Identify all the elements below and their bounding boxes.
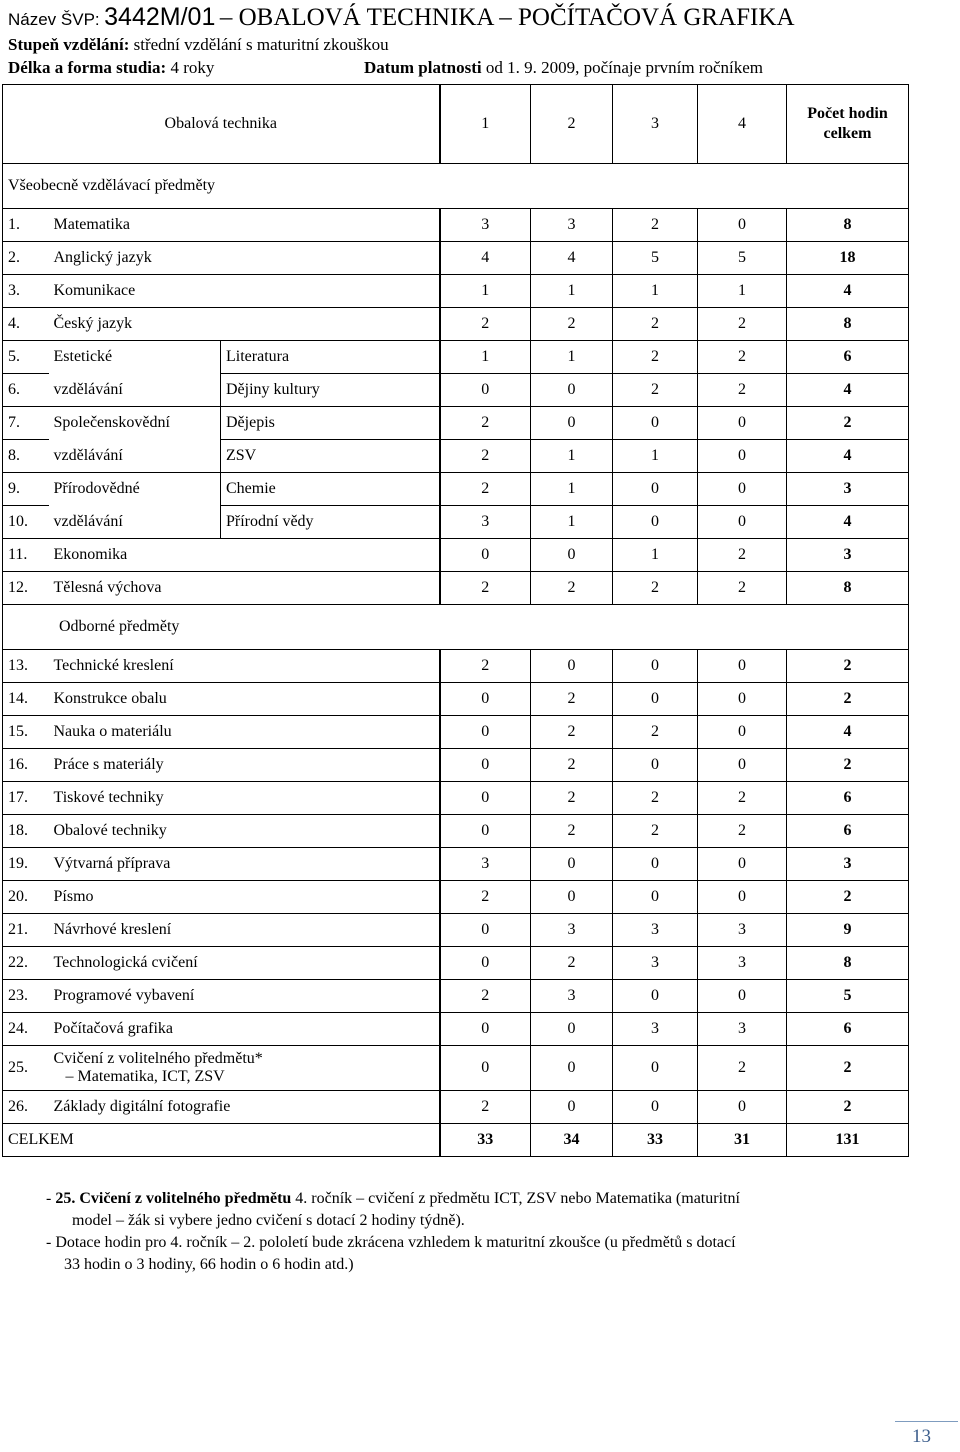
hours-total: 18	[787, 242, 909, 275]
hours-year-3: 0	[613, 473, 698, 506]
hours-year-2: 3	[531, 914, 613, 947]
hours-total: 2	[787, 683, 909, 716]
hours-year-2: 2	[531, 947, 613, 980]
row-number: 15.	[3, 716, 49, 749]
row-number: 12.	[3, 572, 49, 605]
hours-year-2: 2	[531, 308, 613, 341]
total-year-4: 31	[698, 1124, 787, 1157]
hours-total: 6	[787, 815, 909, 848]
hours-year-2: 2	[531, 815, 613, 848]
subject-name: Návrhové kreslení	[49, 914, 440, 947]
hours-year-1: 3	[440, 209, 531, 242]
hours-year-2: 3	[531, 980, 613, 1013]
hours-year-3: 0	[613, 506, 698, 539]
hours-year-1: 0	[440, 1046, 531, 1091]
hours-total: 2	[787, 1046, 909, 1091]
hours-year-1: 0	[440, 716, 531, 749]
hours-year-3: 0	[613, 749, 698, 782]
hours-total: 4	[787, 716, 909, 749]
hours-total: 2	[787, 881, 909, 914]
subject-name: Dějiny kultury	[221, 374, 440, 407]
table-row	[3, 650, 909, 683]
hours-year-4: 2	[698, 374, 787, 407]
level-value: střední vzdělání s maturitní zkouškou	[133, 35, 389, 54]
hours-year-1: 0	[440, 947, 531, 980]
header-year-4: 4	[698, 85, 787, 164]
row-number: 14.	[3, 683, 49, 716]
hours-total: 5	[787, 980, 909, 1013]
hours-total: 8	[787, 308, 909, 341]
hours-year-1: 2	[440, 308, 531, 341]
hours-year-3: 1	[613, 539, 698, 572]
hours-year-3: 5	[613, 242, 698, 275]
subject-name: Chemie	[221, 473, 440, 506]
row-number: 7.	[3, 407, 49, 440]
footnote-1-prefix: -	[46, 1190, 56, 1207]
subject-name: Písmo	[49, 881, 440, 914]
hours-total: 6	[787, 1013, 909, 1046]
hours-year-1: 0	[440, 914, 531, 947]
hours-year-3: 0	[613, 407, 698, 440]
row-number: 25.	[3, 1046, 49, 1091]
table-row	[3, 506, 909, 539]
hours-total: 4	[787, 440, 909, 473]
table-row	[3, 209, 909, 242]
svp-title: – OBALOVÁ TECHNIKA – POČÍTAČOVÁ GRAFIKA	[219, 4, 795, 31]
hours-year-2: 3	[531, 209, 613, 242]
header-year-1: 1	[440, 85, 531, 164]
table-row	[3, 947, 909, 980]
hours-year-3: 2	[613, 341, 698, 374]
hours-year-1: 4	[440, 242, 531, 275]
subject-name: Počítačová grafika	[49, 1013, 440, 1046]
row-number: 24.	[3, 1013, 49, 1046]
hours-year-1: 1	[440, 275, 531, 308]
table-row	[3, 683, 909, 716]
hours-year-4: 0	[698, 716, 787, 749]
group-name: Přírodovědné	[49, 473, 221, 506]
table-row	[3, 440, 909, 473]
hours-year-1: 0	[440, 749, 531, 782]
hours-year-4: 2	[698, 782, 787, 815]
hours-year-4: 0	[698, 506, 787, 539]
footnote-1	[46, 1188, 926, 1210]
hours-year-1: 0	[440, 539, 531, 572]
subject-name: Technologická cvičení	[49, 947, 440, 980]
section-general-row	[3, 164, 909, 209]
hours-total: 6	[787, 782, 909, 815]
subject-name: Konstrukce obalu	[49, 683, 440, 716]
group-name: Estetické	[49, 341, 221, 374]
hours-year-3: 2	[613, 374, 698, 407]
subject-name: Tělesná výchova	[49, 572, 440, 605]
hours-year-1: 2	[440, 473, 531, 506]
svp-code: 3442M/01	[104, 3, 216, 31]
form-label: Délka a forma studia:	[8, 58, 167, 77]
hours-year-3: 3	[613, 947, 698, 980]
header-year-3: 3	[613, 85, 698, 164]
hours-year-1: 0	[440, 815, 531, 848]
hours-year-2: 0	[531, 1091, 613, 1124]
hours-total: 3	[787, 473, 909, 506]
hours-year-1: 2	[440, 980, 531, 1013]
hours-year-4: 0	[698, 683, 787, 716]
hours-year-3: 2	[613, 716, 698, 749]
table-row	[3, 275, 909, 308]
page-number-rule	[895, 1421, 958, 1422]
table-row	[3, 914, 909, 947]
table-row	[3, 1046, 909, 1091]
hours-year-3: 0	[613, 881, 698, 914]
table-row	[3, 881, 909, 914]
subject-name-line2: – Matematika, ICT, ZSV	[65, 1068, 225, 1085]
hours-total: 4	[787, 506, 909, 539]
header-total: Počet hodin celkem	[787, 85, 909, 164]
hours-total: 2	[787, 749, 909, 782]
hours-total: 8	[787, 209, 909, 242]
row-number: 1.	[3, 209, 49, 242]
row-number: 3.	[3, 275, 49, 308]
row-number: 20.	[3, 881, 49, 914]
hours-total: 3	[787, 848, 909, 881]
validity	[364, 58, 763, 78]
row-number: 18.	[3, 815, 49, 848]
hours-year-2: 2	[531, 749, 613, 782]
hours-year-2: 1	[531, 341, 613, 374]
hours-year-3: 3	[613, 1013, 698, 1046]
table-row	[3, 980, 909, 1013]
hours-year-2: 0	[531, 881, 613, 914]
footnote-2-line2: 33 hodin o 3 hodiny, 66 hodin o 6 hodin atd.)	[64, 1256, 354, 1273]
total-label: CELKEM	[3, 1124, 440, 1157]
table-row	[3, 782, 909, 815]
hours-year-2: 0	[531, 407, 613, 440]
total-row	[3, 1124, 909, 1157]
hours-total: 8	[787, 572, 909, 605]
hours-total: 6	[787, 341, 909, 374]
row-number: 17.	[3, 782, 49, 815]
section-professional: Odborné předměty	[3, 605, 909, 650]
table-row	[3, 407, 909, 440]
hours-year-3: 1	[613, 440, 698, 473]
form-value: 4 roky	[170, 58, 215, 77]
hours-year-1: 3	[440, 506, 531, 539]
hours-total: 8	[787, 947, 909, 980]
row-number: 6.	[3, 374, 49, 407]
group-name: vzdělávání	[49, 506, 221, 539]
section-general: Všeobecně vzdělávací předměty	[3, 164, 909, 209]
hours-year-4: 2	[698, 341, 787, 374]
hours-year-4: 0	[698, 209, 787, 242]
hours-year-4: 2	[698, 308, 787, 341]
hours-year-1: 0	[440, 683, 531, 716]
hours-year-4: 3	[698, 1013, 787, 1046]
hours-year-4: 2	[698, 539, 787, 572]
subject-name: Matematika	[49, 209, 440, 242]
subject-name: Technické kreslení	[49, 650, 440, 683]
subject-name: Ekonomika	[49, 539, 440, 572]
subject-name: Základy digitální fotografie	[49, 1091, 440, 1124]
hours-year-1: 0	[440, 374, 531, 407]
hours-year-2: 0	[531, 374, 613, 407]
hours-year-4: 1	[698, 275, 787, 308]
table-row	[3, 815, 909, 848]
footnote-1-line2: model – žák si vybere jedno cvičení s dotací 2 hodiny týdně).	[72, 1212, 465, 1229]
hours-year-4: 0	[698, 440, 787, 473]
row-number: 9.	[3, 473, 49, 506]
subject-name: Tiskové techniky	[49, 782, 440, 815]
table-row	[3, 1013, 909, 1046]
row-number: 8.	[3, 440, 49, 473]
hours-year-2: 1	[531, 473, 613, 506]
level-line	[8, 35, 389, 55]
hours-year-2: 0	[531, 1046, 613, 1091]
subject-name	[49, 1046, 440, 1091]
total-year-3: 33	[613, 1124, 698, 1157]
hours-year-4: 0	[698, 473, 787, 506]
form-line	[8, 58, 763, 78]
hours-year-4: 0	[698, 1091, 787, 1124]
table-header-row	[3, 85, 909, 164]
hours-year-3: 0	[613, 1091, 698, 1124]
hours-year-4: 0	[698, 980, 787, 1013]
grand-total: 131	[787, 1124, 909, 1157]
hours-year-1: 3	[440, 848, 531, 881]
total-year-1: 33	[440, 1124, 531, 1157]
hours-year-1: 1	[440, 341, 531, 374]
table-row	[3, 1091, 909, 1124]
hours-year-2: 2	[531, 683, 613, 716]
header-subject: Obalová technika	[3, 85, 440, 164]
curriculum-table-body	[3, 85, 909, 1157]
table-row	[3, 749, 909, 782]
footnote-1-bold: 25. Cvičení z volitelného předmětu	[55, 1190, 292, 1207]
row-number: 4.	[3, 308, 49, 341]
validity-value: od 1. 9. 2009, počínaje prvním ročníkem	[485, 58, 763, 77]
hours-year-1: 2	[440, 881, 531, 914]
table-row	[3, 242, 909, 275]
footnotes	[46, 1188, 926, 1276]
table-row	[3, 539, 909, 572]
svp-name-line	[8, 3, 795, 32]
hours-year-1: 2	[440, 650, 531, 683]
hours-year-1: 0	[440, 782, 531, 815]
hours-year-4: 3	[698, 914, 787, 947]
hours-year-1: 2	[440, 407, 531, 440]
validity-label: Datum platnosti	[364, 58, 482, 77]
table-row	[3, 848, 909, 881]
subject-name: Komunikace	[49, 275, 440, 308]
hours-total: 2	[787, 1091, 909, 1124]
hours-total: 4	[787, 275, 909, 308]
row-number: 16.	[3, 749, 49, 782]
hours-year-3: 0	[613, 848, 698, 881]
hours-year-4: 0	[698, 749, 787, 782]
subject-name: Český jazyk	[49, 308, 440, 341]
hours-year-3: 2	[613, 308, 698, 341]
hours-year-2: 0	[531, 1013, 613, 1046]
hours-year-1: 0	[440, 1013, 531, 1046]
hours-year-2: 1	[531, 275, 613, 308]
subject-name: Nauka o materiálu	[49, 716, 440, 749]
footnote-2: - Dotace hodin pro 4. ročník – 2. pololetí bude zkrácena vzhledem k maturitní zkoušce (u předmětů s dotací	[46, 1234, 736, 1251]
hours-year-2: 1	[531, 440, 613, 473]
subject-name: Práce s materiály	[49, 749, 440, 782]
hours-year-4: 5	[698, 242, 787, 275]
subject-name: Literatura	[221, 341, 440, 374]
subject-name: ZSV	[221, 440, 440, 473]
group-name: Společenskovědní	[49, 407, 221, 440]
subject-name: Anglický jazyk	[49, 242, 440, 275]
table-row	[3, 374, 909, 407]
subject-name: Obalové techniky	[49, 815, 440, 848]
hours-year-2: 0	[531, 539, 613, 572]
row-number: 23.	[3, 980, 49, 1013]
hours-year-3: 0	[613, 1046, 698, 1091]
row-number: 21.	[3, 914, 49, 947]
hours-total: 2	[787, 650, 909, 683]
group-name: vzdělávání	[49, 440, 221, 473]
hours-year-4: 2	[698, 815, 787, 848]
hours-year-4: 0	[698, 881, 787, 914]
header-year-2: 2	[531, 85, 613, 164]
table-row	[3, 716, 909, 749]
hours-year-2: 1	[531, 506, 613, 539]
table-row	[3, 341, 909, 374]
row-number: 11.	[3, 539, 49, 572]
hours-year-3: 0	[613, 683, 698, 716]
svp-name-label: Název ŠVP:	[8, 10, 100, 29]
row-number: 5.	[3, 341, 49, 374]
row-number: 19.	[3, 848, 49, 881]
hours-year-2: 2	[531, 572, 613, 605]
hours-year-2: 2	[531, 716, 613, 749]
hours-year-4: 3	[698, 947, 787, 980]
row-number: 26.	[3, 1091, 49, 1124]
hours-year-4: 0	[698, 650, 787, 683]
footnote-1-text: 4. ročník – cvičení z předmětu ICT, ZSV nebo Matematika (maturitní	[291, 1190, 740, 1207]
subject-name: Programové vybavení	[49, 980, 440, 1013]
section-professional-row	[3, 605, 909, 650]
page-number: 13	[912, 1426, 931, 1447]
hours-year-3: 2	[613, 572, 698, 605]
hours-year-4: 0	[698, 407, 787, 440]
hours-year-4: 0	[698, 848, 787, 881]
total-year-2: 34	[531, 1124, 613, 1157]
hours-year-3: 1	[613, 275, 698, 308]
table-row	[3, 473, 909, 506]
hours-year-3: 2	[613, 815, 698, 848]
table-row	[3, 308, 909, 341]
hours-year-3: 2	[613, 209, 698, 242]
hours-year-4: 2	[698, 1046, 787, 1091]
row-number: 10.	[3, 506, 49, 539]
row-number: 2.	[3, 242, 49, 275]
hours-total: 2	[787, 407, 909, 440]
subject-name-line1: Cvičení z volitelného předmětu*	[53, 1050, 263, 1067]
hours-year-3: 0	[613, 980, 698, 1013]
hours-total: 9	[787, 914, 909, 947]
hours-year-3: 3	[613, 914, 698, 947]
hours-year-3: 0	[613, 650, 698, 683]
level-label: Stupeň vzdělání:	[8, 35, 130, 54]
hours-year-3: 2	[613, 782, 698, 815]
table-row	[3, 572, 909, 605]
subject-name: Dějepis	[221, 407, 440, 440]
row-number: 22.	[3, 947, 49, 980]
hours-total: 4	[787, 374, 909, 407]
hours-total: 3	[787, 539, 909, 572]
hours-year-1: 2	[440, 1091, 531, 1124]
hours-year-4: 2	[698, 572, 787, 605]
hours-year-2: 0	[531, 848, 613, 881]
hours-year-2: 4	[531, 242, 613, 275]
group-name: vzdělávání	[49, 374, 221, 407]
subject-name: Přírodní vědy	[221, 506, 440, 539]
hours-year-1: 2	[440, 572, 531, 605]
hours-year-2: 2	[531, 782, 613, 815]
hours-year-1: 2	[440, 440, 531, 473]
curriculum-table	[2, 84, 909, 1157]
row-number: 13.	[3, 650, 49, 683]
hours-year-2: 0	[531, 650, 613, 683]
subject-name: Výtvarná příprava	[49, 848, 440, 881]
